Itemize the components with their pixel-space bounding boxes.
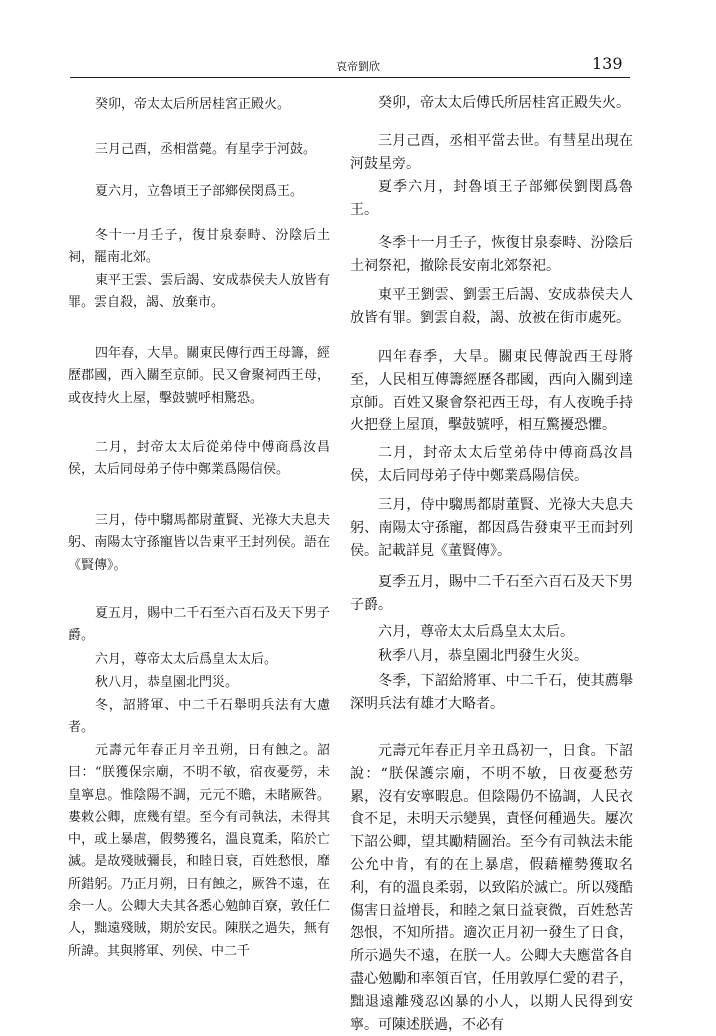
translation-paragraph: 四年春季，大旱。關東民傳說西王母將至，人民相互傳籌經歷各郡國，西向入關到達京師。百姓又聚會祭祀西王母，有人夜晚手持火把登上屋頂，擊鼓號呼，相互驚擾恐懼。	[350, 349, 633, 434]
page-number: 139	[592, 54, 623, 73]
original-paragraph: 三月己酉，丞相當薨。有星孛于河鼓。	[95, 142, 317, 157]
translation-paragraph: 冬季，下詔給將軍、中二千石，使其薦舉深明兵法有雄才大略者。	[350, 673, 633, 712]
translation-paragraph: 三月己酉，丞相平當去世。有彗星出現在河鼓星旁。	[350, 133, 633, 172]
translation-paragraph: 夏季六月，封魯頃王子部鄉侯劉閔爲魯王。	[350, 179, 633, 218]
original-paragraph: 二月，封帝太太后從弟侍中傅商爲汝昌侯，太后同母弟子侍中鄭業爲陽信侯。	[68, 440, 330, 478]
translation-paragraph: 秋季八月，恭皇園北門發生火災。	[378, 648, 588, 664]
original-paragraph: 夏六月，立魯頃王子部鄉侯閔爲王。	[95, 184, 304, 199]
translation-paragraph: 六月，尊帝太太后爲皇太太后。	[378, 624, 574, 640]
original-paragraph: 東平王雲、雲后謁、安成恭侯夫人放皆有罪。雲自殺，謁、放棄市。	[68, 273, 330, 311]
translation-paragraph: 二月，封帝太太后堂弟侍中傅商爲汝昌侯，太后同母弟子侍中鄭業爲陽信侯。	[350, 445, 633, 484]
original-paragraph: 癸卯，帝太太后所居桂宮正殿火。	[95, 97, 291, 112]
original-paragraph: 夏五月，賜中二千石至六百石及天下男子爵。	[68, 606, 330, 644]
running-header-title: 哀帝劉欣	[336, 60, 380, 73]
translation-paragraph: 癸卯，帝太太后傅氏所居桂宮正殿失火。	[378, 95, 630, 111]
translation-paragraph: 冬季十一月壬子，恢復甘泉泰畤、汾陰后土祠祭祀，撤除長安南北郊祭祀。	[350, 235, 633, 274]
original-paragraph: 冬十一月壬子，復甘泉泰畤、汾陰后土祠，罷南北郊。	[68, 228, 330, 266]
translation-paragraph: 三月，侍中騶馬都尉董賢、光祿大夫息夫躬、南陽太守孫寵，都因爲告發東平王而封列侯。記載詳見《董賢傳》。	[350, 497, 633, 559]
original-paragraph: 元壽元年春正月辛丑朔，日有蝕之。詔曰：“朕獲保宗廟，不明不敏，宿夜憂勞，未皇寧息。惟陰陽不調，元元不贍，未睹厥咎。婁敕公卿，庶幾有望。至今有司執法，未得其中，或上暴虐，假勢獲名，溫良寬柔，陷於亡滅。是故殘賊彌長，和睦日衰，百姓愁恨，靡所錯躬。乃正月朔，日有蝕之，厥咎不遠，在余一人。公卿大夫其各悉心勉帥百寮，敦任仁人，黜遠殘賊，期於安民。陳朕之過失，無有所諱。其與將軍、列侯、中二千	[68, 743, 330, 959]
translation-paragraph: 東平王劉雲、劉雲王后謁、安成恭侯夫人放皆有罪。劉雲自殺，謁、放被在街市處死。	[350, 287, 633, 326]
original-paragraph: 冬，詔將軍、中二千石舉明兵法有大慮者。	[68, 698, 330, 736]
original-paragraph: 六月，尊帝太太后爲皇太太后。	[95, 652, 278, 667]
original-paragraph: 四年春，大旱。關東民傳行西王母籌，經歷郡國，西入關至京師。民又會聚祠西王母，或夜持火上屋，擊鼓號呼相驚恐。	[68, 346, 330, 406]
header-rule	[70, 77, 630, 78]
translation-paragraph: 夏季五月，賜中二千石至六百石及天下男子爵。	[350, 574, 633, 613]
translation-paragraph: 元壽元年春正月辛丑爲初一，日食。下詔說：“朕保護宗廟，不明不敏，日夜憂愁劳累，沒有安寧暇息。但陰陽仍不協調，人民衣食不足，未明天示變異，責怪何種過失。屢次下詔公卿，望其勵精圖治。至今有司執法未能公允中肯，有的在上暴虐，假藉權勢獲取名利，有的溫良柔弱，以致陷於滅亡。所以殘酷傷害日益增長，和睦之氣日益衰微，百姓愁苦怨恨，不知所措。適次正月初一發生了日食，所示過失不遠，在朕一人。公卿大夫應當各自盡心勉勵和率領百官，任用敦厚仁愛的君子，黜退遠離殘忍凶暴的小人，以期人民得到安寧。可陳述朕過，不必有	[350, 743, 633, 1033]
original-paragraph: 三月，侍中騶馬都尉董賢、光祿大夫息夫躬、南陽太守孫寵皆以告東平王封列侯。語在《賢傳》。	[68, 513, 330, 573]
original-paragraph: 秋八月，恭皇園北門災。	[95, 675, 239, 690]
